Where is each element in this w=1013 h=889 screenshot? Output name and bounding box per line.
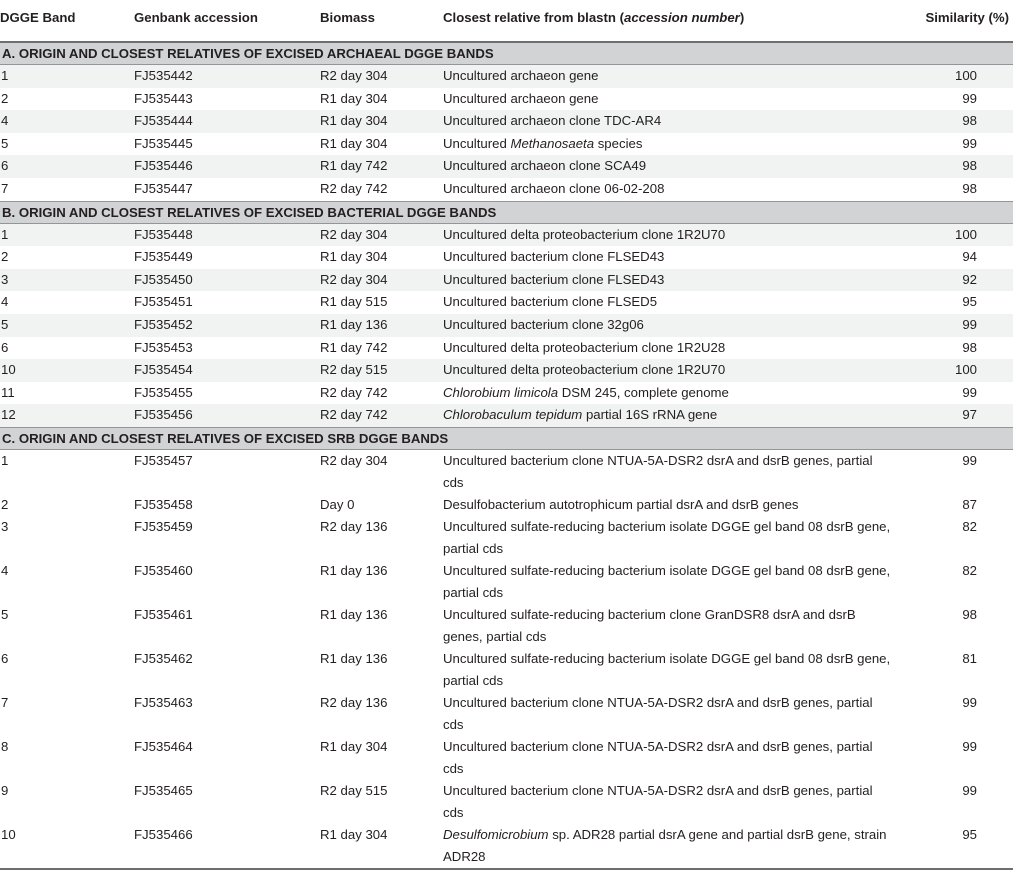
cell-similarity: 81 (962, 650, 977, 666)
cell-biomass: R1 day 304 (320, 824, 443, 869)
cell-similarity: 100 (893, 65, 1013, 88)
table-row (0, 314, 1013, 337)
cell-genbank-accession: FJ535450 (134, 269, 320, 292)
cell-closest-relative: Uncultured sulfate-reducing bacterium isolate DGGE gel band 08 dsrB gene, partial cds (443, 562, 891, 600)
table-row (0, 88, 1013, 111)
table-row (0, 736, 1013, 780)
cell-similarity: 99 (962, 135, 977, 151)
cell-genbank-accession: FJ535457 (134, 452, 193, 468)
header-accession-number-italic: accession number (624, 10, 740, 25)
cell-closest-relative: Desulfobacterium autotrophicum partial dsrA and dsrB genes (443, 496, 799, 512)
table-row (0, 178, 1013, 201)
cell-genbank-accession: FJ535466 (134, 824, 320, 869)
relative-text: DSM 245, complete genome (558, 384, 729, 400)
table-row (0, 560, 1013, 604)
header-genbank-accession: Genbank accession (134, 10, 258, 25)
relative-text: species (594, 135, 643, 151)
cell-biomass: R1 day 304 (320, 110, 443, 133)
section-title-archaeal: A. ORIGIN AND CLOSEST RELATIVES OF EXCISED ARCHAEAL DGGE BANDS (0, 42, 1013, 65)
cell-biomass: R1 day 304 (320, 135, 388, 151)
cell-dgge-band: 1 (1, 452, 9, 468)
header-closest-relative-close: ) (739, 10, 745, 25)
cell-closest-relative: Uncultured bacterium clone NTUA-5A-DSR2 dsrA and dsrB genes, partial cds (443, 694, 873, 732)
cell-similarity: 99 (893, 314, 1013, 337)
cell-similarity: 99 (962, 738, 977, 754)
cell-genbank-accession: FJ535452 (134, 314, 320, 337)
cell-biomass: R1 day 136 (320, 650, 388, 666)
table-row (0, 516, 1013, 560)
cell-biomass: R2 day 742 (320, 404, 443, 427)
table-row (0, 359, 1013, 382)
cell-similarity: 95 (893, 824, 1013, 869)
archaeal-rows (0, 65, 1013, 202)
cell-dgge-band: 5 (1, 606, 9, 622)
cell-biomass: R2 day 304 (320, 269, 443, 292)
cell-similarity: 94 (962, 249, 977, 265)
cell-similarity: 100 (893, 359, 1013, 382)
header-similarity: Similarity (%) (925, 10, 1009, 25)
table-row (0, 133, 1013, 156)
cell-dgge-band: 11 (1, 384, 15, 400)
cell-dgge-band: 7 (1, 694, 9, 710)
cell-genbank-accession: FJ535460 (134, 562, 193, 578)
cell-genbank-accession: FJ535442 (134, 65, 320, 88)
cell-closest-relative: Uncultured bacterium clone FLSED5 (443, 294, 658, 310)
cell-genbank-accession: FJ535451 (134, 294, 193, 310)
table-row (0, 780, 1013, 824)
cell-genbank-accession: FJ535448 (134, 223, 320, 246)
table-row (0, 494, 1013, 516)
header-dgge-band: DGGE Band (0, 10, 76, 25)
cell-closest-relative: Uncultured delta proteobacterium clone 1R2U70 (443, 223, 893, 246)
cell-biomass: R1 day 742 (320, 155, 443, 178)
cell-biomass: R1 day 304 (320, 738, 388, 754)
relative-text: Uncultured (443, 135, 511, 151)
cell-dgge-band: 9 (1, 782, 9, 798)
cell-similarity: 95 (962, 294, 977, 310)
table-row (0, 110, 1013, 133)
section-title-srb: C. ORIGIN AND CLOSEST RELATIVES OF EXCISED SRB DGGE BANDS (0, 427, 1013, 449)
cell-closest-relative: Uncultured sulfate-reducing bacterium isolate DGGE gel band 08 dsrB gene, partial cds (443, 650, 891, 688)
relative-taxon-italic: Chlorobaculum tepidum (443, 407, 583, 423)
cell-similarity: 99 (962, 452, 977, 468)
cell-dgge-band: 12 (0, 404, 134, 427)
table-row (0, 291, 1013, 314)
srb-rows (0, 449, 1013, 869)
cell-biomass: R1 day 304 (320, 90, 388, 106)
cell-dgge-band: 4 (1, 294, 9, 310)
cell-closest-relative: Uncultured archaeon gene (443, 65, 893, 88)
table-row (0, 604, 1013, 648)
table-row (0, 449, 1013, 494)
cell-closest-relative (443, 824, 893, 869)
cell-biomass: R2 day 136 (320, 518, 388, 534)
cell-similarity: 98 (962, 606, 977, 622)
cell-genbank-accession: FJ535445 (134, 135, 193, 151)
cell-closest-relative: Uncultured sulfate-reducing bacterium clone GranDSR8 dsrA and dsrB genes, partial cds (443, 606, 856, 644)
cell-biomass: R2 day 136 (320, 694, 388, 710)
cell-similarity: 99 (962, 384, 977, 400)
table-header (0, 0, 1013, 42)
table-row (0, 155, 1013, 178)
cell-biomass: R2 day 515 (320, 359, 443, 382)
cell-similarity: 99 (962, 694, 977, 710)
cell-biomass: R2 day 742 (320, 384, 388, 400)
cell-dgge-band: 2 (1, 249, 9, 265)
cell-similarity: 82 (962, 518, 977, 534)
table-row (0, 65, 1013, 88)
cell-closest-relative: Uncultured bacterium clone NTUA-5A-DSR2 dsrA and dsrB genes, partial cds (443, 782, 873, 820)
cell-genbank-accession: FJ535444 (134, 110, 320, 133)
cell-closest-relative: Uncultured delta proteobacterium clone 1R2U28 (443, 339, 726, 355)
cell-genbank-accession: FJ535462 (134, 650, 193, 666)
relative-taxon-italic: Chlorobium limicola (443, 384, 559, 400)
section-header-bacterial (0, 201, 1013, 223)
cell-biomass: R2 day 304 (320, 452, 388, 468)
cell-genbank-accession: FJ535458 (134, 496, 193, 512)
cell-dgge-band: 1 (0, 223, 134, 246)
cell-genbank-accession: FJ535453 (134, 339, 193, 355)
cell-dgge-band: 3 (0, 269, 134, 292)
cell-closest-relative: Uncultured bacterium clone FLSED43 (443, 249, 665, 265)
cell-dgge-band: 1 (0, 65, 134, 88)
section-title-bacterial: B. ORIGIN AND CLOSEST RELATIVES OF EXCISED BACTERIAL DGGE BANDS (0, 201, 1013, 223)
cell-genbank-accession: FJ535459 (134, 518, 193, 534)
cell-dgge-band: 6 (1, 339, 9, 355)
table-row (0, 404, 1013, 427)
table-row (0, 337, 1013, 360)
cell-genbank-accession: FJ535446 (134, 155, 320, 178)
header-closest-relative-text: Closest relative from blastn ( (443, 10, 625, 25)
cell-genbank-accession: FJ535461 (134, 606, 193, 622)
cell-biomass: R1 day 515 (320, 294, 388, 310)
table-row (0, 382, 1013, 405)
cell-closest-relative: Uncultured archaeon clone TDC-AR4 (443, 110, 893, 133)
cell-closest-relative: Uncultured bacterium clone NTUA-5A-DSR2 dsrA and dsrB genes, partial cds (443, 738, 873, 776)
table-row (0, 692, 1013, 736)
cell-closest-relative: Uncultured archaeon gene (443, 90, 599, 106)
cell-closest-relative (443, 133, 893, 156)
cell-dgge-band: 6 (1, 650, 9, 666)
cell-closest-relative: Uncultured sulfate-reducing bacterium isolate DGGE gel band 08 dsrB gene, partial cds (443, 518, 891, 556)
section-c-body (0, 427, 1013, 449)
cell-genbank-accession: FJ535447 (134, 180, 193, 196)
cell-closest-relative: Uncultured archaeon clone SCA49 (443, 155, 893, 178)
cell-genbank-accession: FJ535449 (134, 249, 193, 265)
cell-genbank-accession: FJ535456 (134, 404, 320, 427)
cell-closest-relative (443, 404, 893, 427)
cell-similarity: 98 (893, 110, 1013, 133)
cell-dgge-band: 6 (0, 155, 134, 178)
cell-biomass: R1 day 136 (320, 562, 388, 578)
cell-biomass: R1 day 742 (320, 339, 388, 355)
relative-taxon-italic: Desulfomicrobium (443, 826, 549, 842)
cell-biomass: R2 day 304 (320, 223, 443, 246)
cell-genbank-accession: FJ535464 (134, 738, 193, 754)
cell-genbank-accession: FJ535455 (134, 384, 193, 400)
header-closest-relative (443, 0, 893, 42)
cell-dgge-band: 4 (1, 562, 9, 578)
cell-dgge-band: 7 (1, 180, 9, 196)
relative-text: sp. ADR28 partial dsrA gene and partial dsrB gene, strain ADR28 (443, 826, 887, 864)
cell-dgge-band: 4 (0, 110, 134, 133)
cell-similarity: 82 (962, 562, 977, 578)
relative-taxon-italic: Methanosaeta (510, 135, 595, 151)
cell-dgge-band: 2 (1, 90, 9, 106)
cell-genbank-accession: FJ535443 (134, 90, 193, 106)
cell-dgge-band: 2 (1, 496, 9, 512)
table-row (0, 269, 1013, 292)
section-a-body (0, 42, 1013, 65)
cell-similarity: 97 (893, 404, 1013, 427)
cell-closest-relative: Uncultured archaeon clone 06-02-208 (443, 180, 665, 196)
cell-dgge-band: 10 (0, 359, 134, 382)
relative-text: partial 16S rRNA gene (582, 407, 718, 423)
cell-biomass: R2 day 304 (320, 65, 443, 88)
cell-biomass: R1 day 304 (320, 249, 388, 265)
cell-biomass: R1 day 136 (320, 606, 388, 622)
cell-similarity: 98 (962, 339, 977, 355)
cell-similarity: 99 (962, 90, 977, 106)
cell-biomass: R1 day 136 (320, 314, 443, 337)
cell-closest-relative: Uncultured delta proteobacterium clone 1R2U70 (443, 359, 893, 382)
cell-similarity: 98 (893, 155, 1013, 178)
cell-closest-relative: Uncultured bacterium clone 32g06 (443, 314, 893, 337)
cell-closest-relative (443, 382, 893, 405)
section-header-srb (0, 427, 1013, 449)
section-header-archaeal (0, 42, 1013, 65)
cell-similarity: 92 (893, 269, 1013, 292)
table-row (0, 246, 1013, 269)
cell-similarity: 98 (962, 180, 977, 196)
cell-similarity: 87 (962, 496, 977, 512)
cell-dgge-band: 5 (0, 314, 134, 337)
cell-biomass: Day 0 (320, 496, 355, 512)
table-row (0, 648, 1013, 692)
cell-similarity: 100 (893, 223, 1013, 246)
cell-closest-relative: Uncultured bacterium clone FLSED43 (443, 269, 893, 292)
cell-genbank-accession: FJ535463 (134, 694, 193, 710)
cell-genbank-accession: FJ535465 (134, 782, 193, 798)
cell-biomass: R2 day 742 (320, 180, 388, 196)
cell-genbank-accession: FJ535454 (134, 359, 320, 382)
bacterial-rows (0, 223, 1013, 427)
cell-similarity: 99 (962, 782, 977, 798)
table-row (0, 824, 1013, 869)
cell-closest-relative: Uncultured bacterium clone NTUA-5A-DSR2 dsrA and dsrB genes, partial cds (443, 452, 873, 490)
cell-dgge-band: 5 (1, 135, 9, 151)
cell-dgge-band: 10 (0, 824, 134, 869)
table-row (0, 223, 1013, 246)
cell-biomass: R2 day 515 (320, 782, 388, 798)
header-biomass: Biomass (320, 10, 375, 25)
cell-dgge-band: 8 (1, 738, 9, 754)
section-b-body (0, 201, 1013, 223)
cell-dgge-band: 3 (1, 518, 9, 534)
